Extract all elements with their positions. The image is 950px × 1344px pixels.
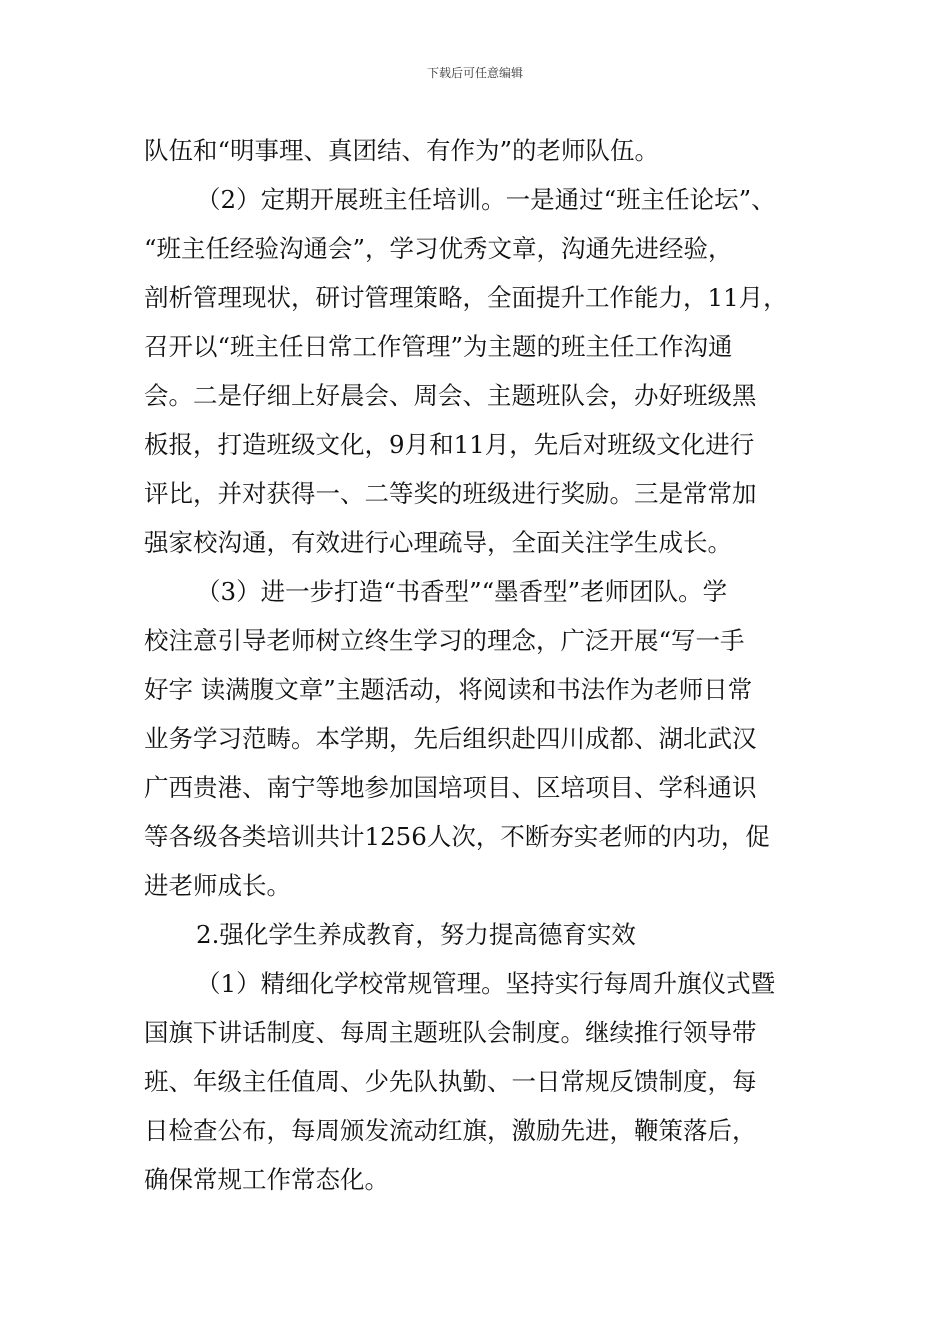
text-line: 评比，并对获得一、二等奖的班级进行奖励。三是常常加 [144,479,757,508]
section-heading: 2.强化学生养成教育，努力提高德育实效 [196,920,636,949]
text-line: 强家校沟通，有效进行心理疏导，全面关注学生成长。 [144,528,732,557]
text-line: 广西贵港、南宁等地参加国培项目、区培项目、学科通识 [144,773,757,802]
document-body [144,126,824,1204]
text-line: “班主任经验沟通会”，学习优秀文章，沟通先进经验， [144,234,733,263]
text-line: 日检查公布，每周颁发流动红旗，激励先进，鞭策落后， [144,1116,757,1145]
text-line: 板报，打造班级文化，9月和11月，先后对班级文化进行 [144,430,755,459]
text-line: 进老师成长。 [144,871,291,900]
text-line: 好字 读满腹文章”主题活动，将阅读和书法作为老师日常 [144,675,753,704]
text-line: 召开以“班主任日常工作管理”为主题的班主任工作沟通 [144,332,733,361]
text-line: 校注意引导老师树立终生学习的理念，广泛开展“写一手 [144,626,745,655]
text-line: （3）进一步打造“书香型”“墨香型”老师团队。学 [196,577,728,606]
text-line: 国旗下讲话制度、每周主题班队会制度。继续推行领导带 [144,1018,757,1047]
text-line: 等各级各类培训共计1256人次，不断夯实老师的内功，促 [144,822,770,851]
text-line: 业务学习范畴。本学期，先后组织赴四川成都、湖北武汉 [144,724,757,753]
text-line: 剖析管理现状，研讨管理策略，全面提升工作能力，11月， [144,283,788,312]
text-line: 队伍和“明事理、真团结、有作为”的老师队伍。 [144,136,660,165]
page-header: 下载后可任意编辑 [426,66,523,80]
text-line: 会。二是仔细上好晨会、周会、主题班队会，办好班级黑 [144,381,757,410]
text-line: （2）定期开展班主任培训。一是通过“班主任论坛”、 [196,185,776,214]
text-line: （1）精细化学校常规管理。坚持实行每周升旗仪式暨 [196,969,776,998]
text-line: 确保常规工作常态化。 [144,1165,389,1194]
text-line: 班、年级主任值周、少先队执勤、一日常规反馈制度，每 [144,1067,757,1096]
